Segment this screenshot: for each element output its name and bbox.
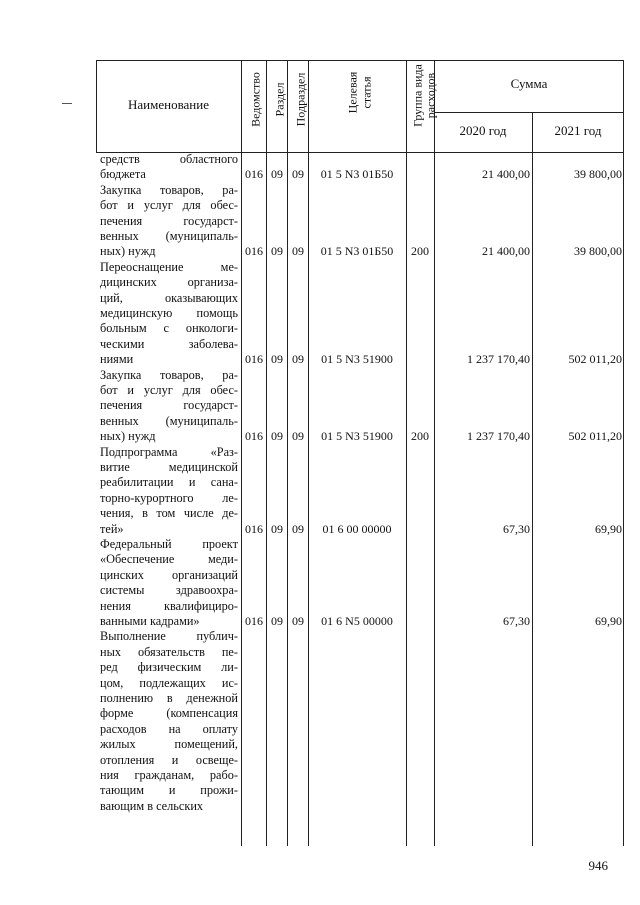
row-subsection: 09 [292, 352, 304, 367]
row-target-article: 01 6 N5 00000 [321, 614, 393, 628]
row-name-line: тей» [100, 521, 124, 536]
row-section: 09 [271, 521, 283, 536]
header-group-line2: расходов [423, 72, 438, 119]
row-department: 016 [245, 614, 263, 628]
row-sum-2021: 69,90 [595, 521, 622, 536]
header-name: Наименование [128, 97, 209, 112]
row-name-line: реабилитации и сана- [100, 475, 238, 490]
row-name-line: бот и услуг для обес- [100, 383, 238, 397]
row-name-line: Закупка товаров, ра- [100, 367, 238, 382]
row-target-article: 01 6 00 00000 [322, 521, 392, 536]
header-target-line1: Целевая [345, 71, 360, 114]
row-name-line: средств областного [100, 152, 238, 166]
row-sum-2021: 502 011,20 [568, 352, 622, 367]
header-subsection: Подраздел [293, 72, 308, 127]
header-sum: Сумма [510, 76, 548, 91]
row-name-line: тающим и прожи- [100, 783, 238, 798]
row-name-line: «Обеспечение меди- [100, 552, 238, 567]
row-sum-2020: 67,30 [503, 521, 530, 536]
row-section: 09 [271, 167, 283, 182]
row-name-line: венных (муниципаль- [100, 229, 238, 244]
row-name-line: Подпрограмма «Раз- [100, 444, 238, 459]
row-target-article: 01 5 N3 01Б50 [320, 244, 394, 259]
row-name-line: ческими заболева- [100, 336, 238, 351]
row-sum-2021: 502 011,20 [568, 429, 622, 444]
row-target-article: 01 5 N3 51900 [321, 352, 393, 367]
row-name-line: Закупка товаров, ра- [100, 182, 238, 197]
row-section: 09 [271, 244, 283, 259]
row-name-line: чения, в том числе де- [100, 506, 238, 521]
table-right-border [623, 60, 624, 846]
row-subsection: 09 [292, 167, 304, 182]
sum-header-divider [434, 112, 624, 113]
row-name-line: бот и услуг для обес- [100, 198, 238, 213]
row-expense-group: 200 [411, 244, 429, 259]
row-name-line: торно-курортного ле- [100, 490, 238, 505]
row-name-line: больным с онкологи- [100, 321, 238, 336]
row-subsection: 09 [292, 614, 304, 628]
row-sum-2020: 67,30 [503, 614, 530, 628]
row-name-line: печения государст- [100, 398, 238, 413]
row-name-line: витие медицинской [100, 460, 238, 474]
col-divider-year [532, 112, 533, 846]
row-sum-2020: 1 237 170,40 [467, 429, 530, 444]
row-name-line: ния гражданам, рабо- [100, 768, 238, 783]
row-sum-2020: 21 400,00 [482, 167, 530, 182]
row-name-line: ных обязательств пе- [100, 644, 238, 659]
row-name [100, 368, 238, 445]
row-name [100, 537, 238, 629]
row-name [100, 445, 238, 537]
row-name [100, 183, 238, 260]
row-subsection: 09 [292, 429, 304, 444]
row-department: 016 [245, 352, 263, 367]
row-target-article: 01 5 N3 01Б50 [320, 167, 394, 182]
row-name-line: нения квалифициро- [100, 598, 238, 613]
row-department: 016 [245, 167, 263, 182]
row-name-line: венных (муниципаль- [100, 413, 238, 428]
header-year-2021: 2021 год [554, 123, 602, 138]
row-name-line: вающим в сельских [100, 798, 204, 813]
row-subsection: 09 [292, 521, 304, 536]
margin-mark [62, 103, 72, 104]
row-name-line: форме (компенсация [100, 706, 238, 721]
row-name-line: ниями [100, 352, 134, 367]
row-sum-2021: 39 800,00 [574, 244, 622, 259]
row-section: 09 [271, 429, 283, 444]
row-name-line: отопления и освеще- [100, 752, 238, 767]
row-name-line: ных) нужд [100, 429, 156, 444]
row-sum-2021: 69,90 [595, 614, 622, 628]
row-name-line: печения государст- [100, 213, 238, 228]
row-name-line: ций, оказывающих [100, 290, 238, 305]
header-year-2020: 2020 год [459, 123, 507, 138]
row-name-line: цом, подлежащих ис- [100, 675, 238, 690]
row-section: 09 [271, 352, 283, 367]
row-sum-2021: 39 800,00 [574, 167, 622, 182]
row-sum-2020: 21 400,00 [482, 244, 530, 259]
col-divider-target [406, 60, 407, 846]
row-name-line: дицинских организа- [100, 275, 238, 290]
row-name-line: расходов на оплату [100, 721, 238, 736]
row-name [100, 629, 238, 814]
row-department: 016 [245, 521, 263, 536]
row-name-line: бюджета [100, 167, 146, 182]
row-name-line: системы здравоохра- [100, 583, 238, 598]
row-section: 09 [271, 614, 283, 628]
row-name [100, 152, 238, 183]
row-name-line: Федеральный проект [100, 537, 238, 551]
row-name-line: ванными кадрами» [100, 614, 200, 629]
row-name-line: полнению в денежной [100, 691, 238, 706]
header-group-line1: Группа вида [410, 64, 425, 127]
row-expense-group: 200 [411, 429, 429, 444]
row-department: 016 [245, 429, 263, 444]
row-name-line: Выполнение публич- [100, 629, 238, 644]
row-name [100, 260, 238, 368]
row-sum-2020: 1 237 170,40 [467, 352, 530, 367]
row-name-line: Переоснащение ме- [100, 259, 238, 274]
page-number: 946 [588, 858, 608, 873]
row-target-article: 01 5 N3 51900 [321, 429, 393, 444]
row-name-line: жилых помещений, [100, 737, 238, 752]
row-name-line: ных) нужд [100, 244, 156, 259]
header-target-line2: статья [359, 76, 374, 109]
header-section: Раздел [272, 82, 287, 117]
col-divider-group [434, 60, 435, 846]
row-subsection: 09 [292, 244, 304, 259]
row-department: 016 [245, 244, 263, 259]
row-name-line: ред физическим ли- [100, 660, 238, 675]
header-department: Ведомство [248, 72, 263, 127]
row-name-line: медицинскую помощь [100, 306, 238, 321]
row-name-line: цинских организаций [100, 567, 238, 582]
